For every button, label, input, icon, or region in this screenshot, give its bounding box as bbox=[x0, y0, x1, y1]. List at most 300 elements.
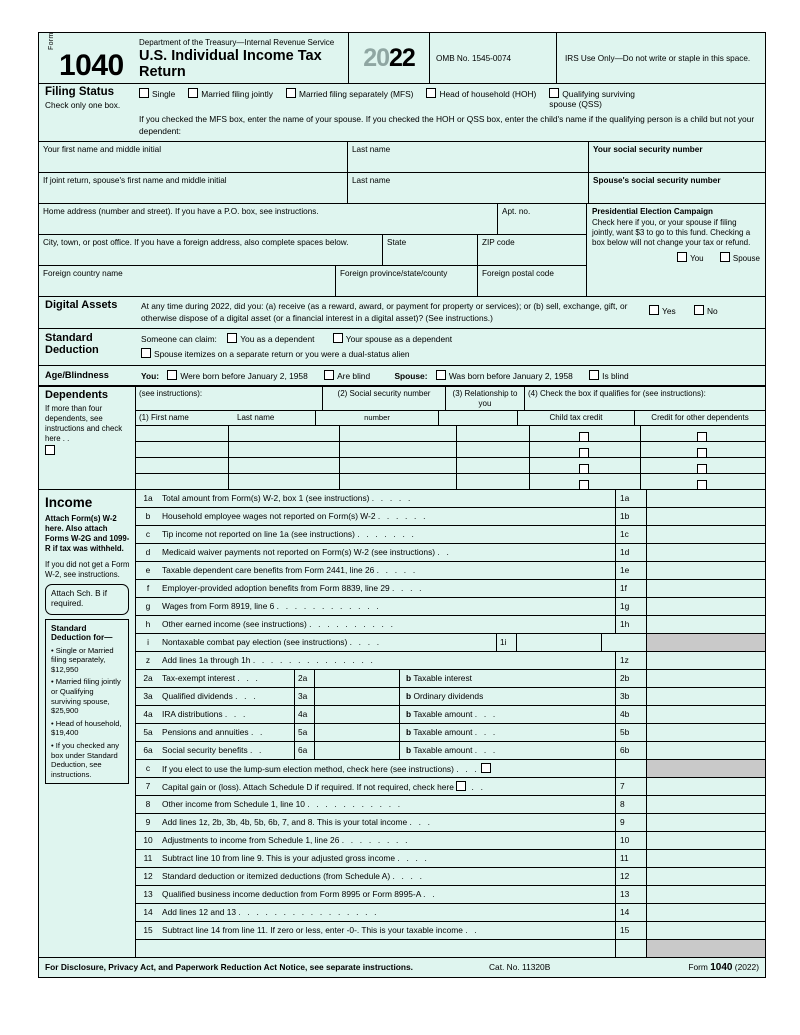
presidential-election-campaign bbox=[587, 204, 765, 296]
city-row bbox=[39, 235, 586, 266]
apt-field[interactable]: Apt. no. bbox=[502, 207, 531, 216]
label-mfj: Married filing jointly bbox=[201, 89, 273, 99]
amount-input-2a[interactable] bbox=[314, 670, 400, 687]
line-number: d bbox=[145, 546, 151, 557]
income-line-8 bbox=[136, 796, 765, 814]
line-number: c bbox=[145, 762, 151, 773]
income-section bbox=[39, 489, 765, 957]
income-line-12 bbox=[136, 868, 765, 886]
income-line-7 bbox=[136, 778, 765, 796]
line-number: e bbox=[145, 564, 151, 575]
amount-input-2b[interactable] bbox=[646, 670, 765, 687]
ab-you-label: You: bbox=[141, 371, 159, 381]
pec-you-option[interactable] bbox=[677, 254, 704, 263]
line-desc: If you elect to use the lump-sum election method, check here (see instructions) bbox=[162, 763, 454, 774]
dependent-row[interactable] bbox=[136, 458, 765, 474]
income-line-6: 6a Social security benefits . . 6a b Taxable amount . . . 6b bbox=[136, 742, 765, 760]
checkbox-ctc-icon[interactable] bbox=[579, 480, 589, 490]
checkbox-ab-spouse-born-icon[interactable] bbox=[436, 370, 446, 380]
pec-body: Check here if you, or your spouse if filing jointly, want $3 to go to this fund. Checking a box below will not change your tax or refund. bbox=[592, 218, 751, 247]
line-desc: Tip income not reported on line 1a (see instructions) bbox=[162, 528, 355, 539]
checkbox-mfj-icon[interactable] bbox=[188, 88, 198, 98]
line-dots: . . . bbox=[456, 763, 479, 774]
spouse-first-name-field[interactable]: If joint return, spouse's first name and middle initial bbox=[39, 173, 348, 203]
income-line-1z bbox=[136, 652, 765, 670]
amount-input-1g[interactable] bbox=[646, 598, 765, 615]
checkbox-ab-spouse-blind-icon[interactable] bbox=[589, 370, 599, 380]
sub-amount-label: 2a bbox=[294, 670, 314, 687]
line-desc: Tax-exempt interest bbox=[162, 672, 236, 683]
income-line-1i bbox=[136, 634, 765, 652]
age-blindness-label-col bbox=[39, 366, 135, 385]
dependent-row[interactable] bbox=[136, 474, 765, 489]
amount-input-12[interactable] bbox=[646, 868, 765, 885]
address-pec-block bbox=[39, 204, 765, 296]
spouse-last-name-field[interactable]: Last name bbox=[348, 173, 589, 203]
footer-year: (2022) bbox=[734, 961, 759, 972]
income-line-1a bbox=[136, 490, 765, 508]
digital-assets-section bbox=[39, 296, 765, 329]
checkbox-ctc-icon[interactable] bbox=[579, 432, 589, 442]
footer-form-word: Form bbox=[688, 961, 708, 972]
ab-you-born[interactable] bbox=[167, 371, 307, 381]
address-row bbox=[39, 204, 586, 235]
name-row-1 bbox=[39, 142, 765, 173]
checkbox-hoh-icon[interactable] bbox=[426, 88, 436, 98]
sub-amount-label: 4a bbox=[294, 706, 314, 723]
dependent-first-name[interactable] bbox=[136, 458, 229, 473]
sub-amount-label: 3a bbox=[294, 688, 314, 705]
ab-you-born-label: Were born before January 2, 1958 bbox=[180, 371, 308, 381]
amount-input-1e[interactable] bbox=[646, 562, 765, 579]
line-number: 11 bbox=[143, 852, 153, 863]
line-number: 5a bbox=[143, 726, 153, 737]
dependents-col2-header: (2) Social security number bbox=[322, 387, 446, 410]
amount-input-1a[interactable] bbox=[646, 490, 765, 507]
footer-notice: For Disclosure, Privacy Act, and Paperwork Reduction Act Notice, see separate instructions. bbox=[45, 961, 413, 972]
amount-label: 14 bbox=[615, 904, 646, 921]
checkbox-more-dependents-icon[interactable] bbox=[45, 445, 55, 455]
sd-itemize-label: Spouse itemizes on a separate return or you were a dual-status alien bbox=[154, 349, 410, 359]
amount-input-1z[interactable] bbox=[646, 652, 765, 669]
line-dots: . . . . . . . . . . bbox=[309, 618, 396, 629]
amount-box-blocked bbox=[646, 760, 765, 777]
line-desc: Medicaid waiver payments not reported on Form(s) W-2 (see instructions) bbox=[162, 546, 436, 557]
line-number: 3a bbox=[143, 690, 153, 701]
last-name-field[interactable]: Last name bbox=[348, 142, 589, 172]
form-footer bbox=[39, 957, 765, 977]
form-number: 1040 bbox=[59, 49, 124, 82]
pec-title: Presidential Election Campaign bbox=[592, 207, 713, 216]
state-field[interactable]: State bbox=[383, 235, 478, 265]
line-desc: Capital gain or (loss). Attach Schedule D if required. If not required, check here bbox=[162, 781, 454, 792]
amount-input-1c[interactable] bbox=[646, 526, 765, 543]
dependent-ssn[interactable] bbox=[339, 474, 457, 489]
dependents-col4-header: (4) Check the box if qualifies for (see instructions): bbox=[528, 389, 706, 398]
income-line-13 bbox=[136, 886, 765, 904]
line-desc-b: Taxable amount bbox=[413, 708, 473, 719]
standard-deduction-box bbox=[45, 619, 129, 785]
income-line-6c bbox=[136, 760, 765, 778]
amount-input-8[interactable] bbox=[646, 796, 765, 813]
filing-status-option-single[interactable] bbox=[139, 88, 175, 99]
line-number: i bbox=[147, 636, 149, 647]
line-number: g bbox=[145, 600, 151, 611]
filing-status-title: Filing Status bbox=[45, 86, 114, 98]
line-desc: Subtract line 10 from line 9. This is your adjusted gross income bbox=[162, 852, 396, 863]
amount-label: 13 bbox=[615, 886, 646, 903]
income-line-10 bbox=[136, 832, 765, 850]
checkbox-schedule-d-icon[interactable] bbox=[456, 781, 466, 791]
line-desc: IRA distributions bbox=[162, 708, 223, 719]
amount-box-blocked bbox=[646, 634, 765, 651]
dependent-first-name[interactable] bbox=[136, 474, 229, 489]
income-line-1d bbox=[136, 544, 765, 562]
line-dots: . . . . . . bbox=[377, 510, 428, 521]
income-line-1e bbox=[136, 562, 765, 580]
first-name-field[interactable]: Your first name and middle initial bbox=[39, 142, 348, 172]
amount-input-5a[interactable] bbox=[314, 724, 400, 741]
line-number: 9 bbox=[145, 816, 151, 827]
line-desc: Employer-provided adoption benefits from Form 8839, line 29 bbox=[162, 582, 390, 593]
digital-assets-label-col bbox=[39, 297, 135, 328]
checkbox-odc-icon[interactable] bbox=[697, 448, 707, 458]
dependent-last-name[interactable] bbox=[229, 458, 339, 473]
amount-label: 9 bbox=[615, 814, 646, 831]
checkbox-sd-spouse-icon[interactable] bbox=[333, 333, 343, 343]
digital-assets-question: At any time during 2022, did you: (a) receive (as a reward, award, or payment for property or services); or (b) sell, exchange, gift, or otherwise dispose of a digital asset (or a financial interest in a digital asset)? (See instructions.) bbox=[141, 301, 628, 323]
dependent-relationship[interactable] bbox=[457, 474, 530, 489]
income-line-1g bbox=[136, 598, 765, 616]
line-dots: . . . . bbox=[392, 870, 425, 881]
line-dots: . . . bbox=[224, 708, 248, 719]
checkbox-pec-you-icon[interactable] bbox=[677, 252, 687, 262]
line-number: h bbox=[145, 618, 151, 629]
dependent-last-name[interactable] bbox=[229, 474, 339, 489]
checkbox-pec-spouse-icon[interactable] bbox=[720, 252, 730, 262]
amount-input-1h[interactable] bbox=[646, 616, 765, 633]
line-dots: . . bbox=[423, 888, 437, 899]
year-suffix: 22 bbox=[389, 43, 415, 72]
label-hoh: Head of household (HOH) bbox=[439, 89, 537, 99]
filing-status-option-qss[interactable] bbox=[549, 88, 641, 109]
line-desc: Adjustments to income from Schedule 1, line 26 bbox=[162, 834, 340, 845]
line-dots: . . bbox=[465, 924, 479, 935]
sd-spouse-dependent[interactable] bbox=[333, 334, 452, 344]
checkbox-ctc-icon[interactable] bbox=[579, 464, 589, 474]
line-dots: . . . . bbox=[397, 852, 430, 863]
amount-label: 1i bbox=[496, 634, 516, 651]
ab-spouse-born-label: Was born before January 2, 1958 bbox=[448, 371, 573, 381]
checkbox-sd-itemize-icon[interactable] bbox=[141, 348, 151, 358]
checkbox-single-icon[interactable] bbox=[139, 88, 149, 98]
dependent-relationship[interactable] bbox=[457, 426, 530, 441]
amount-input-1f[interactable] bbox=[646, 580, 765, 597]
line-number: b bbox=[145, 510, 151, 521]
line-dots: . . . . . . . . . . . bbox=[307, 798, 403, 809]
dependent-first-name[interactable] bbox=[136, 442, 229, 457]
income-line-2: 2a Tax-exempt interest . . . 2a b Taxable interest 2b bbox=[136, 670, 765, 688]
line-dots: . . . . bbox=[391, 582, 424, 593]
amount-input-6a[interactable] bbox=[314, 742, 400, 759]
pec-spouse-option[interactable] bbox=[720, 254, 760, 263]
income-no-w2-note: If you did not get a Form W-2, see instructions. bbox=[45, 559, 130, 579]
line-dots: . . . bbox=[409, 816, 433, 827]
ab-spouse-blind[interactable] bbox=[589, 371, 629, 381]
checkbox-da-no-icon[interactable] bbox=[694, 305, 704, 315]
checkbox-ab-you-blind-icon[interactable] bbox=[324, 370, 334, 380]
digital-assets-yes[interactable] bbox=[649, 306, 676, 316]
amount-input-1i[interactable] bbox=[516, 634, 601, 651]
line-dots: . . bbox=[437, 546, 451, 557]
sd-you-dependent[interactable] bbox=[227, 334, 314, 344]
form-word-label: Form bbox=[48, 32, 55, 50]
dependent-last-name[interactable] bbox=[229, 442, 339, 457]
line-desc: Other earned income (see instructions) bbox=[162, 618, 307, 629]
line-dots: . . . . . . . bbox=[357, 528, 417, 539]
age-blindness-title: Age/Blindness bbox=[45, 370, 109, 380]
dependent-row[interactable] bbox=[136, 426, 765, 442]
sd-you-label: You as a dependent bbox=[240, 334, 315, 344]
line-desc: Household employee wages not reported on Form(s) W-2 bbox=[162, 510, 376, 521]
line-dots: . . . . bbox=[349, 636, 382, 647]
foreign-country-field[interactable]: Foreign country name bbox=[39, 266, 336, 296]
line-desc: Nontaxable combat pay election (see instructions) bbox=[162, 636, 348, 647]
filing-status-option-mfj[interactable] bbox=[188, 88, 273, 99]
income-line-11 bbox=[136, 850, 765, 868]
dependents-col3-header: (3) Relationship to you bbox=[446, 387, 525, 410]
amount-input-10[interactable] bbox=[646, 832, 765, 849]
income-line-1h bbox=[136, 616, 765, 634]
line-desc: Add lines 12 and 13 bbox=[162, 906, 237, 917]
line-desc-b: Taxable interest bbox=[413, 672, 472, 683]
line-desc: Taxable dependent care benefits from Form 2441, line 26 bbox=[162, 564, 375, 575]
foreign-province-field[interactable]: Foreign province/state/county bbox=[336, 266, 478, 296]
dependent-last-name[interactable] bbox=[229, 426, 339, 441]
line-desc: Qualified dividends bbox=[162, 690, 233, 701]
form-title: U.S. Individual Income Tax Return bbox=[139, 48, 322, 80]
line-number: 1a bbox=[143, 492, 153, 503]
line-number: 2a bbox=[143, 672, 153, 683]
amount-input-9[interactable] bbox=[646, 814, 765, 831]
label-single: Single bbox=[152, 89, 176, 99]
form-title-block bbox=[135, 33, 348, 83]
dependent-relationship[interactable] bbox=[457, 458, 530, 473]
checkbox-mfs-icon[interactable] bbox=[286, 88, 296, 98]
amount-label: 4b bbox=[615, 706, 646, 723]
sub-amount-label: 6a bbox=[294, 742, 314, 759]
checkbox-ab-you-born-icon[interactable] bbox=[167, 370, 177, 380]
line-dots: . . bbox=[471, 781, 486, 792]
line-number: z bbox=[145, 654, 151, 665]
checkbox-da-yes-icon[interactable] bbox=[649, 305, 659, 315]
amount-input-1d[interactable] bbox=[646, 544, 765, 561]
amount-label: 3b bbox=[615, 688, 646, 705]
amount-label: 11 bbox=[615, 850, 646, 867]
income-line-9 bbox=[136, 814, 765, 832]
filing-status-option-mfs[interactable] bbox=[286, 88, 414, 99]
ab-you-blind[interactable] bbox=[324, 371, 370, 381]
amount-label: 2b bbox=[615, 670, 646, 687]
std-box-item: • Single or Married filing separately, $12,950 bbox=[51, 645, 114, 674]
amount-label: 1a bbox=[615, 490, 646, 507]
checkbox-ctc-icon[interactable] bbox=[579, 448, 589, 458]
amount-input-14[interactable] bbox=[646, 904, 765, 921]
footer-cat-no: Cat. No. 11320B bbox=[489, 961, 551, 972]
checkbox-sd-you-icon[interactable] bbox=[227, 333, 237, 343]
pec-you-label: You bbox=[690, 254, 704, 263]
dependent-ssn[interactable] bbox=[339, 458, 457, 473]
income-line-1c bbox=[136, 526, 765, 544]
sd-spouse-label: Your spouse as a dependent bbox=[345, 334, 453, 344]
digital-assets-answers bbox=[643, 297, 765, 328]
std-box-item: • Head of household, $19,400 bbox=[51, 718, 122, 738]
amount-label: 1z bbox=[615, 652, 646, 669]
amount-input-4b[interactable] bbox=[646, 706, 765, 723]
line-number: 15 bbox=[143, 924, 153, 935]
dependents-col4b-header: Credit for other dependents bbox=[651, 413, 749, 422]
amount-input-11[interactable] bbox=[646, 850, 765, 867]
income-line-1f bbox=[136, 580, 765, 598]
digital-assets-no[interactable] bbox=[694, 306, 718, 316]
line-number: 6a bbox=[143, 744, 153, 755]
da-yes-label: Yes bbox=[662, 306, 676, 316]
line-number: 13 bbox=[143, 888, 153, 899]
line-dots: . . . bbox=[235, 690, 258, 701]
std-box-item: • Married filing jointly or Qualifying surviving spouse, $25,900 bbox=[51, 677, 121, 716]
dependent-relationship[interactable] bbox=[457, 442, 530, 457]
line-dots-b: . . . bbox=[474, 726, 498, 737]
amount-label: 1h bbox=[615, 616, 646, 633]
income-line-15 bbox=[136, 922, 765, 940]
checkbox-lump-sum-icon[interactable] bbox=[481, 763, 491, 773]
amount-input-15[interactable] bbox=[646, 922, 765, 939]
ab-you-blind-label: Are blind bbox=[337, 371, 371, 381]
line-dots-b: . . . bbox=[474, 744, 498, 755]
amount-label: 8 bbox=[615, 796, 646, 813]
standard-deduction-options bbox=[135, 329, 765, 365]
std-box-title: Standard Deduction for— bbox=[51, 623, 113, 643]
amount-label: 1f bbox=[615, 580, 646, 597]
dependent-first-name[interactable] bbox=[136, 426, 229, 441]
sd-itemizes-option[interactable] bbox=[141, 348, 759, 361]
dependents-label-col bbox=[39, 387, 135, 489]
line-desc: Add lines 1z, 2b, 3b, 4b, 5b, 6b, 7, and 8. This is your total income bbox=[162, 816, 408, 827]
attach-schedule-b-box: Attach Sch. B if required. bbox=[45, 584, 129, 615]
income-title: Income bbox=[45, 494, 93, 510]
pec-spouse-label: Spouse bbox=[732, 254, 760, 263]
standard-deduction-label-col bbox=[39, 329, 135, 365]
dependents-section: Dependents If more than four dependents, see instructions and check here . . (see instructions): (2) Social security number (3) Relationship to you (4) Check the box if qualifies for (see instructions): (1) First name Last name number Child tax credit Credit for other dependents bbox=[39, 386, 765, 489]
ab-spouse-label: Spouse: bbox=[394, 371, 428, 381]
sd-lead: Someone can claim: bbox=[141, 334, 217, 344]
checkbox-odc-icon[interactable] bbox=[697, 464, 707, 474]
age-blindness-options bbox=[135, 366, 765, 385]
zip-field[interactable]: ZIP code bbox=[482, 238, 515, 247]
amount-input-7[interactable] bbox=[646, 778, 765, 795]
foreign-postal-field[interactable]: Foreign postal code bbox=[482, 269, 554, 278]
line-desc: Add lines 1a through 1h bbox=[162, 654, 251, 665]
amount-input-5b[interactable] bbox=[646, 724, 765, 741]
line-dots: . . . bbox=[237, 672, 261, 683]
line-dots-b: . . . bbox=[474, 708, 498, 719]
line-dots: . . . . . bbox=[371, 492, 413, 503]
line-desc-b: Ordinary dividends bbox=[413, 690, 484, 701]
checkbox-qss-icon[interactable] bbox=[549, 88, 559, 98]
amount-input-3a[interactable] bbox=[314, 688, 400, 705]
amount-label: 1c bbox=[615, 526, 646, 543]
amount-label: 15 bbox=[615, 922, 646, 939]
line-dots: . . . . . bbox=[376, 564, 418, 575]
dependents-col1b-header: Last name bbox=[237, 413, 275, 422]
home-address-field[interactable]: Home address (number and street). If you have a P.O. box, see instructions. bbox=[39, 204, 498, 234]
year-prefix: 20 bbox=[363, 43, 389, 72]
tax-year bbox=[348, 33, 429, 83]
footer-form-number: 1040 bbox=[710, 961, 733, 973]
line-desc: Social security benefits bbox=[162, 744, 248, 755]
da-no-label: No bbox=[707, 306, 718, 316]
ab-spouse-born[interactable] bbox=[436, 371, 573, 381]
line-dots: . . . . . . . . . . . . . . bbox=[252, 654, 376, 665]
line-number: 10 bbox=[143, 834, 153, 845]
amount-label bbox=[615, 760, 646, 777]
income-line-3: 3a Qualified dividends . . . 3a b Ordinary dividends 3b bbox=[136, 688, 765, 706]
spouse-ssn-field[interactable]: Spouse's social security number bbox=[593, 176, 721, 185]
irs-use-note: IRS Use Only—Do not write or staple in this space. bbox=[556, 33, 765, 83]
income-left-column bbox=[39, 490, 136, 957]
line-number: f bbox=[146, 582, 150, 593]
line-desc: Wages from Form 8919, line 6 bbox=[162, 600, 275, 611]
dependent-row[interactable] bbox=[136, 442, 765, 458]
amount-label: 12 bbox=[615, 868, 646, 885]
amount-label: 6b bbox=[615, 742, 646, 759]
dependent-ssn[interactable] bbox=[339, 442, 457, 457]
income-tail-spacer bbox=[136, 940, 765, 957]
filing-status-option-hoh[interactable] bbox=[426, 88, 536, 99]
checkbox-odc-icon[interactable] bbox=[697, 480, 707, 490]
amount-input-1b[interactable] bbox=[646, 508, 765, 525]
line-number: 12 bbox=[143, 870, 153, 881]
ab-spouse-blind-label: Is blind bbox=[602, 371, 629, 381]
ssn-field[interactable]: Your social security number bbox=[593, 145, 703, 154]
line-dots: . . bbox=[250, 726, 265, 737]
amount-input-13[interactable] bbox=[646, 886, 765, 903]
amount-input-4a[interactable] bbox=[314, 706, 400, 723]
amount-label: 1e bbox=[615, 562, 646, 579]
amount-input-6b[interactable] bbox=[646, 742, 765, 759]
amount-label: 10 bbox=[615, 832, 646, 849]
filing-status-sub: Check only one box. bbox=[45, 99, 121, 110]
amount-label: 5b bbox=[615, 724, 646, 741]
amount-input-3b[interactable] bbox=[646, 688, 765, 705]
line-number: 7 bbox=[145, 780, 151, 791]
label-qss: Qualifying surviving spouse (QSS) bbox=[549, 89, 635, 109]
dependents-col4a-header: Child tax credit bbox=[518, 411, 635, 425]
filing-status-note: If you checked the MFS box, enter the name of your spouse. If you checked the HOH or QSS box, enter the child's name if the qualifying person is a child but not your dependent: bbox=[139, 114, 755, 136]
income-line-4: 4a IRA distributions . . . 4a b Taxable amount . . . 4b bbox=[136, 706, 765, 724]
department-label: Department of the Treasury—Internal Revenue Service bbox=[139, 38, 335, 47]
checkbox-odc-icon[interactable] bbox=[697, 432, 707, 442]
line-number: 8 bbox=[145, 798, 151, 809]
line-desc-b: Taxable amount bbox=[413, 726, 473, 737]
dependents-side-note: If more than four dependents, see instructions and check here . . bbox=[45, 403, 123, 443]
amount-label: 1b bbox=[615, 508, 646, 525]
city-field[interactable]: City, town, or post office. If you have a foreign address, also complete spaces below. bbox=[39, 235, 383, 265]
dependents-see-instructions: (see instructions): bbox=[139, 389, 203, 398]
income-line-5: 5a Pensions and annuities . . 5a b Taxable amount . . . 5b bbox=[136, 724, 765, 742]
dependent-ssn[interactable] bbox=[339, 426, 457, 441]
label-mfs: Married filing separately (MFS) bbox=[298, 89, 414, 99]
